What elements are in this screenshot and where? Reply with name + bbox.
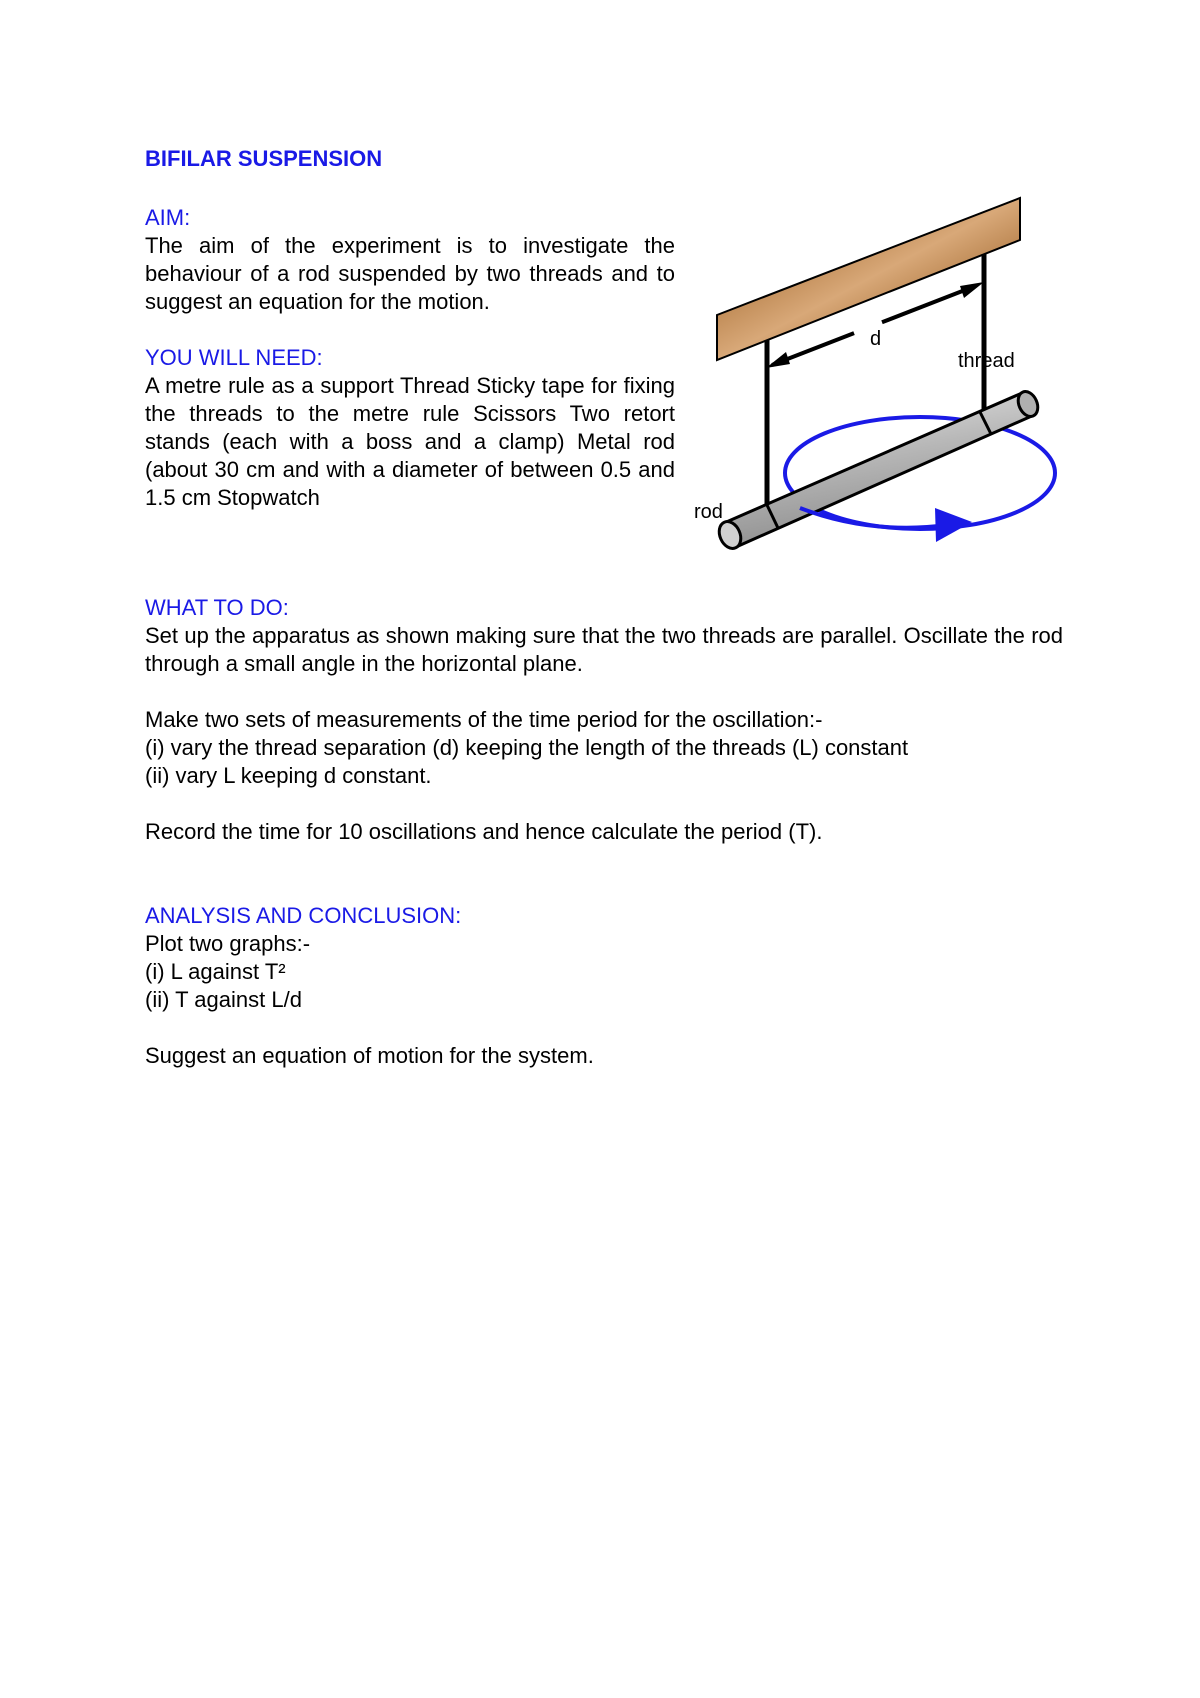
todo-item-2: (ii) vary L keeping d constant. [145,763,432,788]
orbit-ellipse [785,417,1055,529]
label-thread: thread [958,350,1015,372]
arrowhead-right [960,282,984,298]
arrowhead-left [766,352,790,368]
analysis-graph-1: (i) L against T² [145,959,286,984]
todo-item-1: (i) vary the thread separation (d) keeping the length of the threads (L) constant [145,735,909,760]
page-title: BIFILAR SUSPENSION [145,146,383,171]
label-d: d [870,328,882,350]
aim-heading: AIM: [145,205,191,230]
todo-intro: Set up the apparatus as shown making sure that the two threads are parallel. Oscillate the rod through a small angle in the horizontal plane. [145,623,1063,676]
analysis-graph-2: (ii) T against L/d [145,987,302,1012]
analysis-section [145,902,1063,1070]
label-rod: rod [694,501,723,523]
analysis-plot: Plot two graphs:- [145,931,311,956]
left-column [145,204,675,512]
analysis-suggest: Suggest an equation of motion for the system. [145,1043,594,1068]
direction-arrowhead [935,508,972,542]
aim-text: The aim of the experiment is to investigate the behaviour of a rod suspended by two threads and to suggest an equation for the motion. [145,233,675,314]
need-text: A metre rule as a support Thread Sticky tape for fixing the threads to the metre rule Scissors Two retort stands (each with a boss and a clamp) Metal rod (about 30 cm and with a diameter of between 0.5 and 1.5 cm Stopwatch [145,373,675,510]
analysis-heading: ANALYSIS AND CONCLUSION: [145,903,462,928]
wooden-support [717,198,1020,360]
what-to-do-section [145,594,1063,846]
todo-heading: WHAT TO DO: [145,595,289,620]
need-heading: YOU WILL NEED: [145,345,323,370]
bifilar-diagram [694,190,1040,570]
todo-record: Record the time for 10 oscillations and hence calculate the period (T). [145,819,823,844]
todo-measure: Make two sets of measurements of the time period for the oscillation:- [145,707,823,732]
